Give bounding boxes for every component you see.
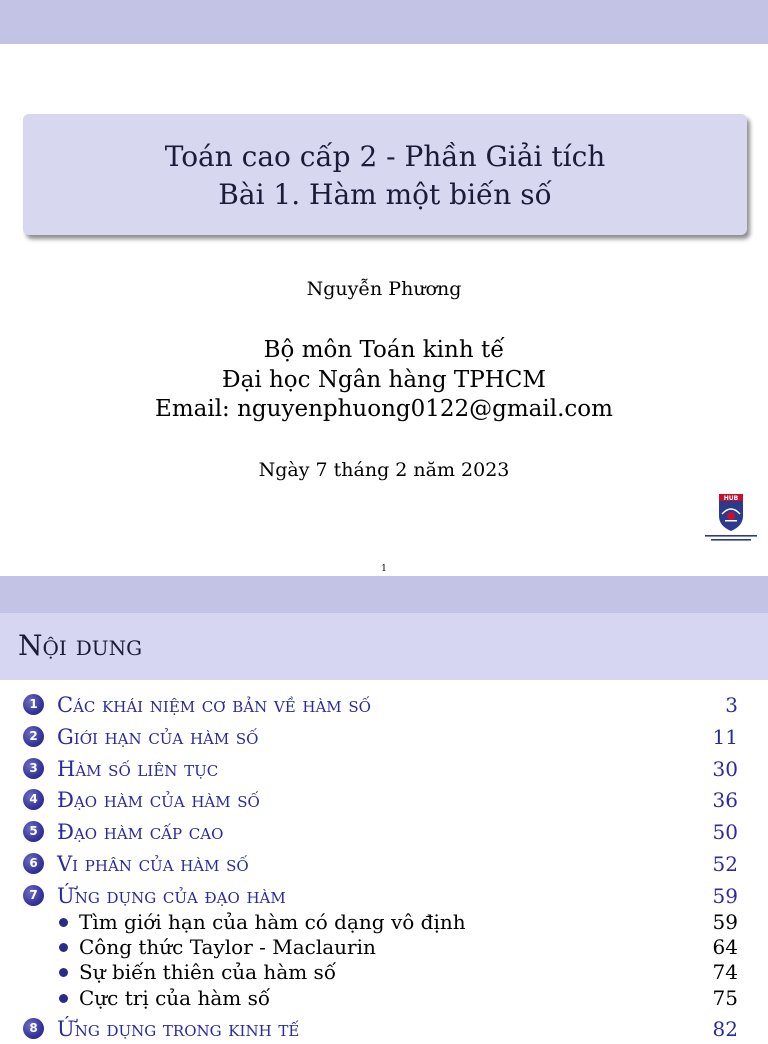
page-number: 1 [381, 564, 387, 574]
toc-item-page[interactable]: 3 [725, 693, 738, 717]
title-box [23, 114, 747, 235]
toc-item[interactable] [0, 722, 768, 752]
header-band [0, 0, 768, 44]
toc-item[interactable] [0, 849, 768, 879]
bullet-icon [59, 918, 68, 927]
bullet-icon [59, 994, 68, 1003]
svg-text:HUB: HUB [723, 495, 739, 502]
toc-subitem-label[interactable]: Sự biến thiên của hàm số [79, 960, 337, 984]
toc-item-page[interactable]: 82 [712, 1017, 738, 1041]
contents-slide [0, 576, 768, 1041]
toc-subitem-page[interactable]: 59 [712, 910, 738, 934]
toc-subitem-page[interactable]: 75 [712, 986, 738, 1010]
toc-item-label[interactable]: Ứng dụng trong kinh tế [57, 1017, 300, 1041]
toc-item-page[interactable]: 11 [712, 725, 738, 749]
toc-item-label[interactable]: Giới hạn của hàm số [57, 725, 259, 749]
toc-subitem[interactable] [0, 985, 768, 1011]
section-number-ball: 5 [23, 821, 44, 842]
toc-item-page[interactable]: 36 [712, 788, 738, 812]
toc-item-page[interactable]: 52 [712, 852, 738, 876]
section-number-ball: 8 [23, 1018, 44, 1039]
toc-item-label[interactable]: Hàm số liên tục [57, 757, 219, 781]
university-logo [699, 490, 763, 546]
bullet-icon [59, 943, 68, 952]
section-number-ball: 2 [23, 726, 44, 747]
toc-item[interactable] [0, 785, 768, 815]
author-name: Nguyễn Phương [306, 278, 462, 300]
toc-subitem-label[interactable]: Cực trị của hàm số [79, 986, 271, 1010]
section-number-ball: 7 [23, 885, 44, 906]
toc-subitem-page[interactable]: 64 [712, 935, 738, 959]
presentation-date: Ngày 7 tháng 2 năm 2023 [258, 459, 510, 481]
section-number-ball: 6 [23, 853, 44, 874]
toc-subitem-label[interactable]: Công thức Taylor - Maclaurin [79, 935, 376, 959]
toc-item-label[interactable]: Các khái niệm cơ bản về hàm số [57, 693, 371, 717]
section-number-ball: 4 [23, 789, 44, 810]
toc-item-label[interactable]: Đạo hàm của hàm số [57, 788, 260, 812]
toc-item-label[interactable]: Ứng dụng của đạo hàm [57, 884, 286, 908]
toc-item-page[interactable]: 30 [712, 757, 738, 781]
toc-item[interactable] [0, 690, 768, 720]
bullet-icon [59, 968, 68, 977]
toc-subitem-page[interactable]: 74 [712, 960, 738, 984]
section-number-ball: 3 [23, 758, 44, 779]
toc-subitem-label[interactable]: Tìm giới hạn của hàm có dạng vô định [79, 910, 466, 934]
toc-subitem[interactable] [0, 909, 768, 935]
institution-department: Bộ môn Toán kinh tế [263, 337, 505, 363]
toc-item[interactable] [0, 754, 768, 784]
toc-item-page[interactable]: 50 [712, 820, 738, 844]
institution-university: Đại học Ngân hàng TPHCM [222, 367, 546, 393]
frame-title: Nội dung [18, 629, 143, 662]
author-email: Email: nguyenphuong0122@gmail.com [155, 396, 613, 422]
toc-item-label[interactable]: Vi phân của hàm số [57, 852, 249, 876]
header-band [0, 576, 768, 613]
toc-item-page[interactable]: 59 [712, 884, 738, 908]
presentation-subtitle: Bài 1. Hàm một biến số [218, 178, 552, 211]
toc-subitem[interactable] [0, 959, 768, 985]
toc-item[interactable] [0, 1014, 768, 1044]
toc-subitem[interactable] [0, 934, 768, 960]
presentation-title: Toán cao cấp 2 - Phần Giải tích [164, 140, 606, 173]
toc-item[interactable] [0, 817, 768, 847]
toc-item-label[interactable]: Đạo hàm cấp cao [57, 820, 224, 844]
section-number-ball: 1 [23, 694, 44, 715]
toc-item[interactable] [0, 881, 768, 911]
